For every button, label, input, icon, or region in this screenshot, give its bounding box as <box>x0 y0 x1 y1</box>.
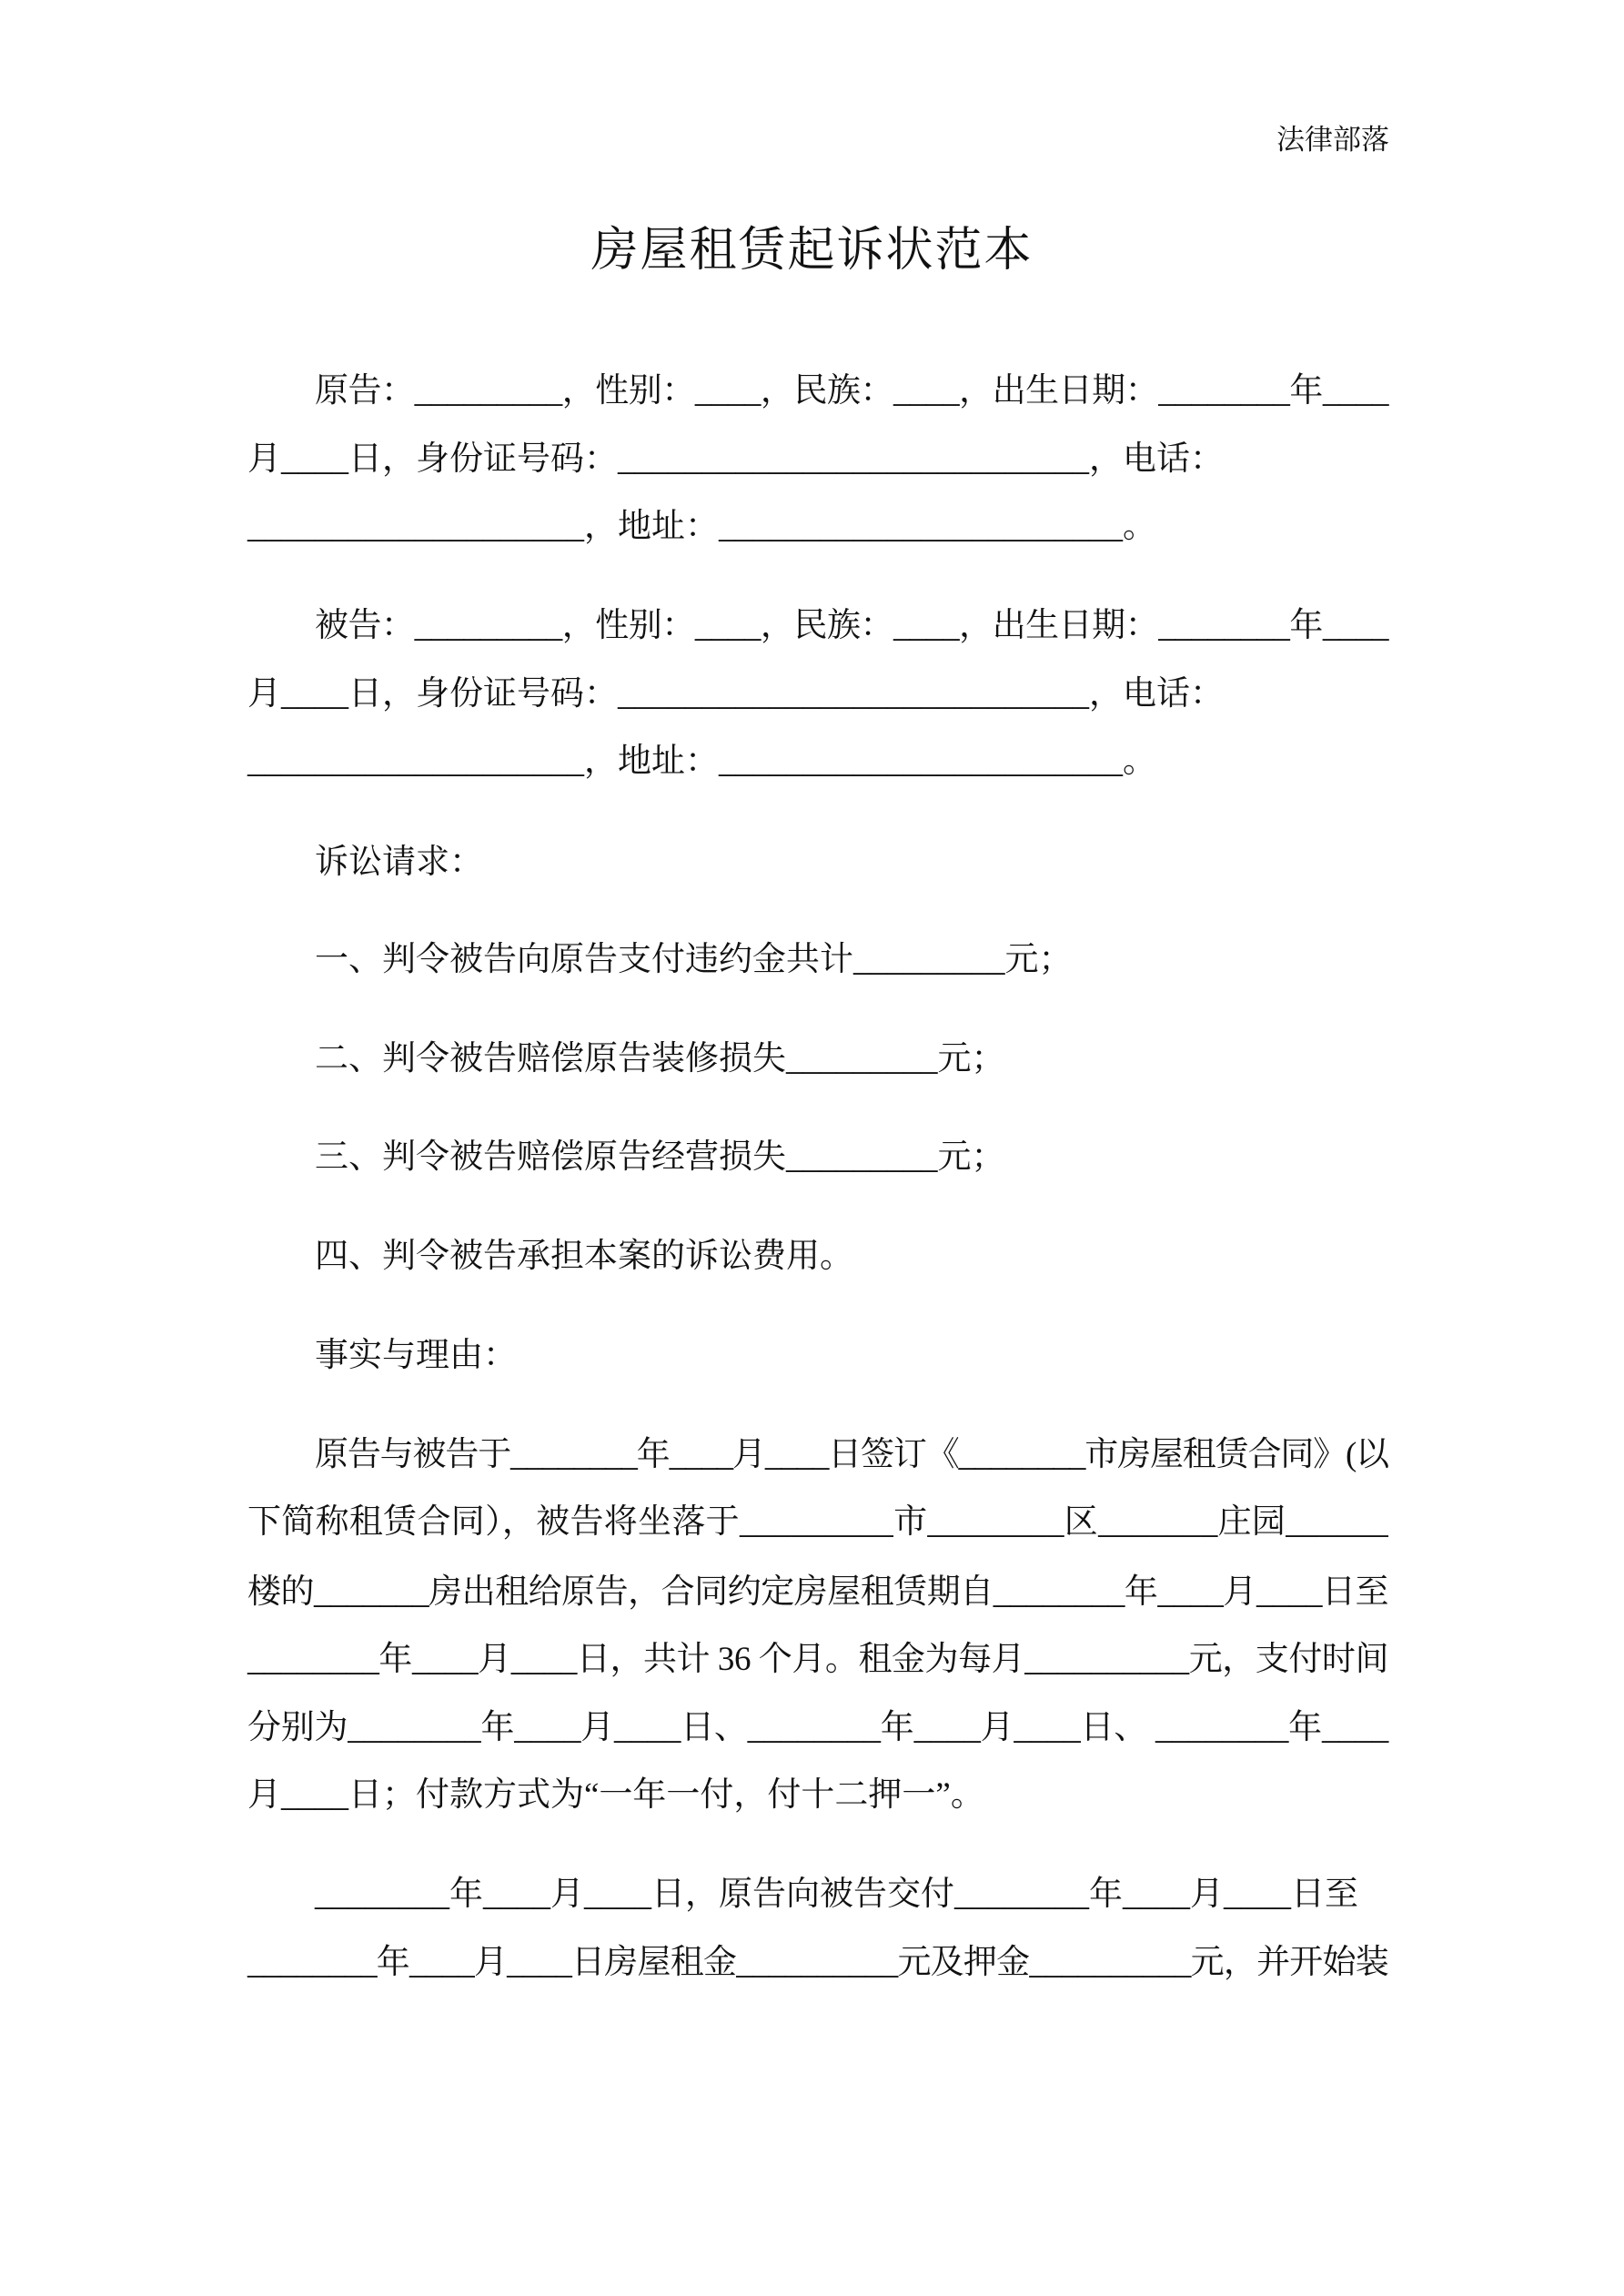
claim-4: 四、判令被告承担本案的诉讼费用。 <box>315 1238 853 1275</box>
header-source: 法律部落 <box>1276 124 1389 156</box>
facts-line-2: 下简称租赁合同），被告将坐落于_________市________区_______庄园______ <box>247 1503 1389 1541</box>
plaintiff-line-3: ____________________，地址：________________________。 <box>247 508 1156 545</box>
facts-line-5: 分别为________年____月____日、________年____月____日、 ________年____ <box>247 1709 1389 1746</box>
facts-line-3: 楼的_______房出租给原告，合同约定房屋租赁期自________年____月____日至 <box>247 1573 1389 1611</box>
claim-2: 二、判令被告赔偿原告装修损失_________元； <box>315 1040 1005 1077</box>
defendant-line-1: 被告：_________，性别：____，民族：____，出生日期：________年____ <box>315 607 1388 644</box>
payment-line-2: ________年____月____日房屋租金__________元及押金__________元，并开始装 <box>247 1944 1388 1981</box>
facts-heading: 事实与理由： <box>315 1337 517 1374</box>
plaintiff-line-2: 月____日，身份证号码：____________________________，电话： <box>247 440 1224 478</box>
claim-1: 一、判令被告向原告支付违约金共计_________元； <box>315 941 1073 978</box>
document-title: 房屋租赁起诉状范本 <box>590 225 1034 277</box>
facts-line-6: 月____日；付款方式为“一年一付，付十二押一”。 <box>247 1776 984 1814</box>
facts-line-4: ________年____月____日，共计 36 个月。租金为每月__________元，支付时间 <box>247 1641 1388 1678</box>
claim-3: 三、判令被告赔偿原告经营损失_________元； <box>315 1138 1005 1176</box>
payment-line-1: ________年____月____日，原告向被告交付________年____月____日至 <box>315 1876 1358 1913</box>
defendant-line-2: 月____日，身份证号码：____________________________，电话： <box>247 675 1224 713</box>
defendant-line-3: ____________________，地址：________________________。 <box>247 743 1156 780</box>
plaintiff-line-1: 原告：_________，性别：____，民族：____，出生日期：________年____ <box>315 372 1388 410</box>
facts-line-1: 原告与被告于________年____月____日签订《________市房屋租赁合同》(以 <box>315 1436 1389 1473</box>
claims-heading: 诉讼请求： <box>315 844 483 881</box>
